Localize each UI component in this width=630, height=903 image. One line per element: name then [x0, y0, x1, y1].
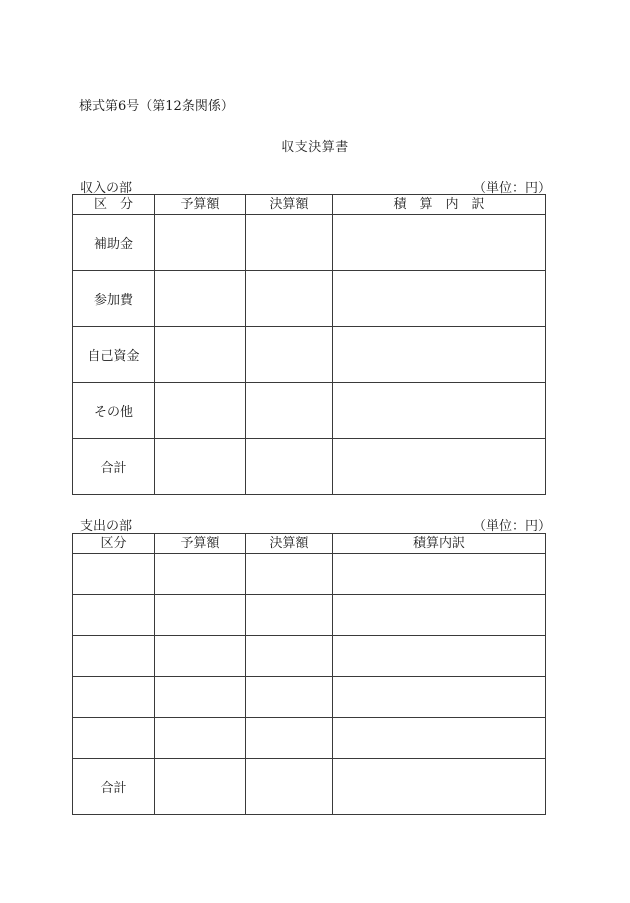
table-row — [73, 636, 546, 677]
breakdown-cell[interactable] — [333, 327, 546, 383]
settlement-cell[interactable] — [246, 636, 333, 677]
income-table — [72, 194, 546, 495]
budget-cell[interactable] — [155, 554, 246, 595]
expense-unit-label: （単位：円） — [472, 519, 551, 534]
table-row — [73, 595, 546, 636]
category-cell[interactable] — [73, 677, 155, 718]
budget-cell[interactable] — [155, 215, 246, 271]
income-unit-label: （単位：円） — [472, 181, 551, 196]
header-category: 区分 — [73, 534, 155, 554]
table-row — [73, 718, 546, 759]
budget-cell[interactable] — [155, 327, 246, 383]
header-category: 区 分 — [73, 195, 155, 215]
header-breakdown: 積 算 内 訳 — [333, 195, 546, 215]
budget-cell[interactable] — [155, 677, 246, 718]
category-cell: 参加費 — [73, 271, 155, 327]
budget-cell[interactable] — [155, 595, 246, 636]
settlement-cell[interactable] — [246, 271, 333, 327]
table-row — [73, 327, 546, 383]
settlement-cell[interactable] — [246, 215, 333, 271]
table-row — [73, 383, 546, 439]
form-number: 様式第6号（第12条関係） — [79, 99, 234, 114]
breakdown-cell[interactable] — [333, 636, 546, 677]
category-cell: 補助金 — [73, 215, 155, 271]
expense-section-label: 支出の部 — [80, 519, 133, 534]
budget-cell[interactable] — [155, 636, 246, 677]
breakdown-cell[interactable] — [333, 677, 546, 718]
breakdown-cell[interactable] — [333, 215, 546, 271]
budget-cell[interactable] — [155, 718, 246, 759]
category-cell[interactable] — [73, 718, 155, 759]
budget-cell[interactable] — [155, 759, 246, 815]
table-row — [73, 271, 546, 327]
total-row — [73, 439, 546, 495]
header-settlement: 決算額 — [246, 534, 333, 554]
budget-cell[interactable] — [155, 439, 246, 495]
expense-table — [72, 533, 546, 815]
category-cell[interactable] — [73, 554, 155, 595]
breakdown-cell[interactable] — [333, 718, 546, 759]
breakdown-cell[interactable] — [333, 439, 546, 495]
breakdown-cell[interactable] — [333, 383, 546, 439]
expense-header-row — [73, 534, 546, 554]
settlement-cell[interactable] — [246, 439, 333, 495]
header-breakdown: 積算内訳 — [333, 534, 546, 554]
breakdown-cell[interactable] — [333, 595, 546, 636]
header-budget: 予算額 — [155, 534, 246, 554]
breakdown-cell[interactable] — [333, 759, 546, 815]
document-title: 収支決算書 — [281, 140, 349, 155]
settlement-cell[interactable] — [246, 595, 333, 636]
category-cell: その他 — [73, 383, 155, 439]
table-row — [73, 554, 546, 595]
category-cell[interactable] — [73, 595, 155, 636]
income-header-row — [73, 195, 546, 215]
breakdown-cell[interactable] — [333, 271, 546, 327]
total-row — [73, 759, 546, 815]
breakdown-cell[interactable] — [333, 554, 546, 595]
settlement-cell[interactable] — [246, 718, 333, 759]
budget-cell[interactable] — [155, 383, 246, 439]
category-cell: 自己資金 — [73, 327, 155, 383]
category-cell[interactable] — [73, 636, 155, 677]
settlement-cell[interactable] — [246, 677, 333, 718]
header-budget: 予算額 — [155, 195, 246, 215]
settlement-cell[interactable] — [246, 327, 333, 383]
total-label-cell: 合計 — [73, 439, 155, 495]
income-section-label: 収入の部 — [80, 181, 133, 196]
settlement-cell[interactable] — [246, 383, 333, 439]
budget-cell[interactable] — [155, 271, 246, 327]
table-row — [73, 677, 546, 718]
settlement-cell[interactable] — [246, 759, 333, 815]
total-label-cell: 合計 — [73, 759, 155, 815]
table-row — [73, 215, 546, 271]
settlement-cell[interactable] — [246, 554, 333, 595]
header-settlement: 決算額 — [246, 195, 333, 215]
